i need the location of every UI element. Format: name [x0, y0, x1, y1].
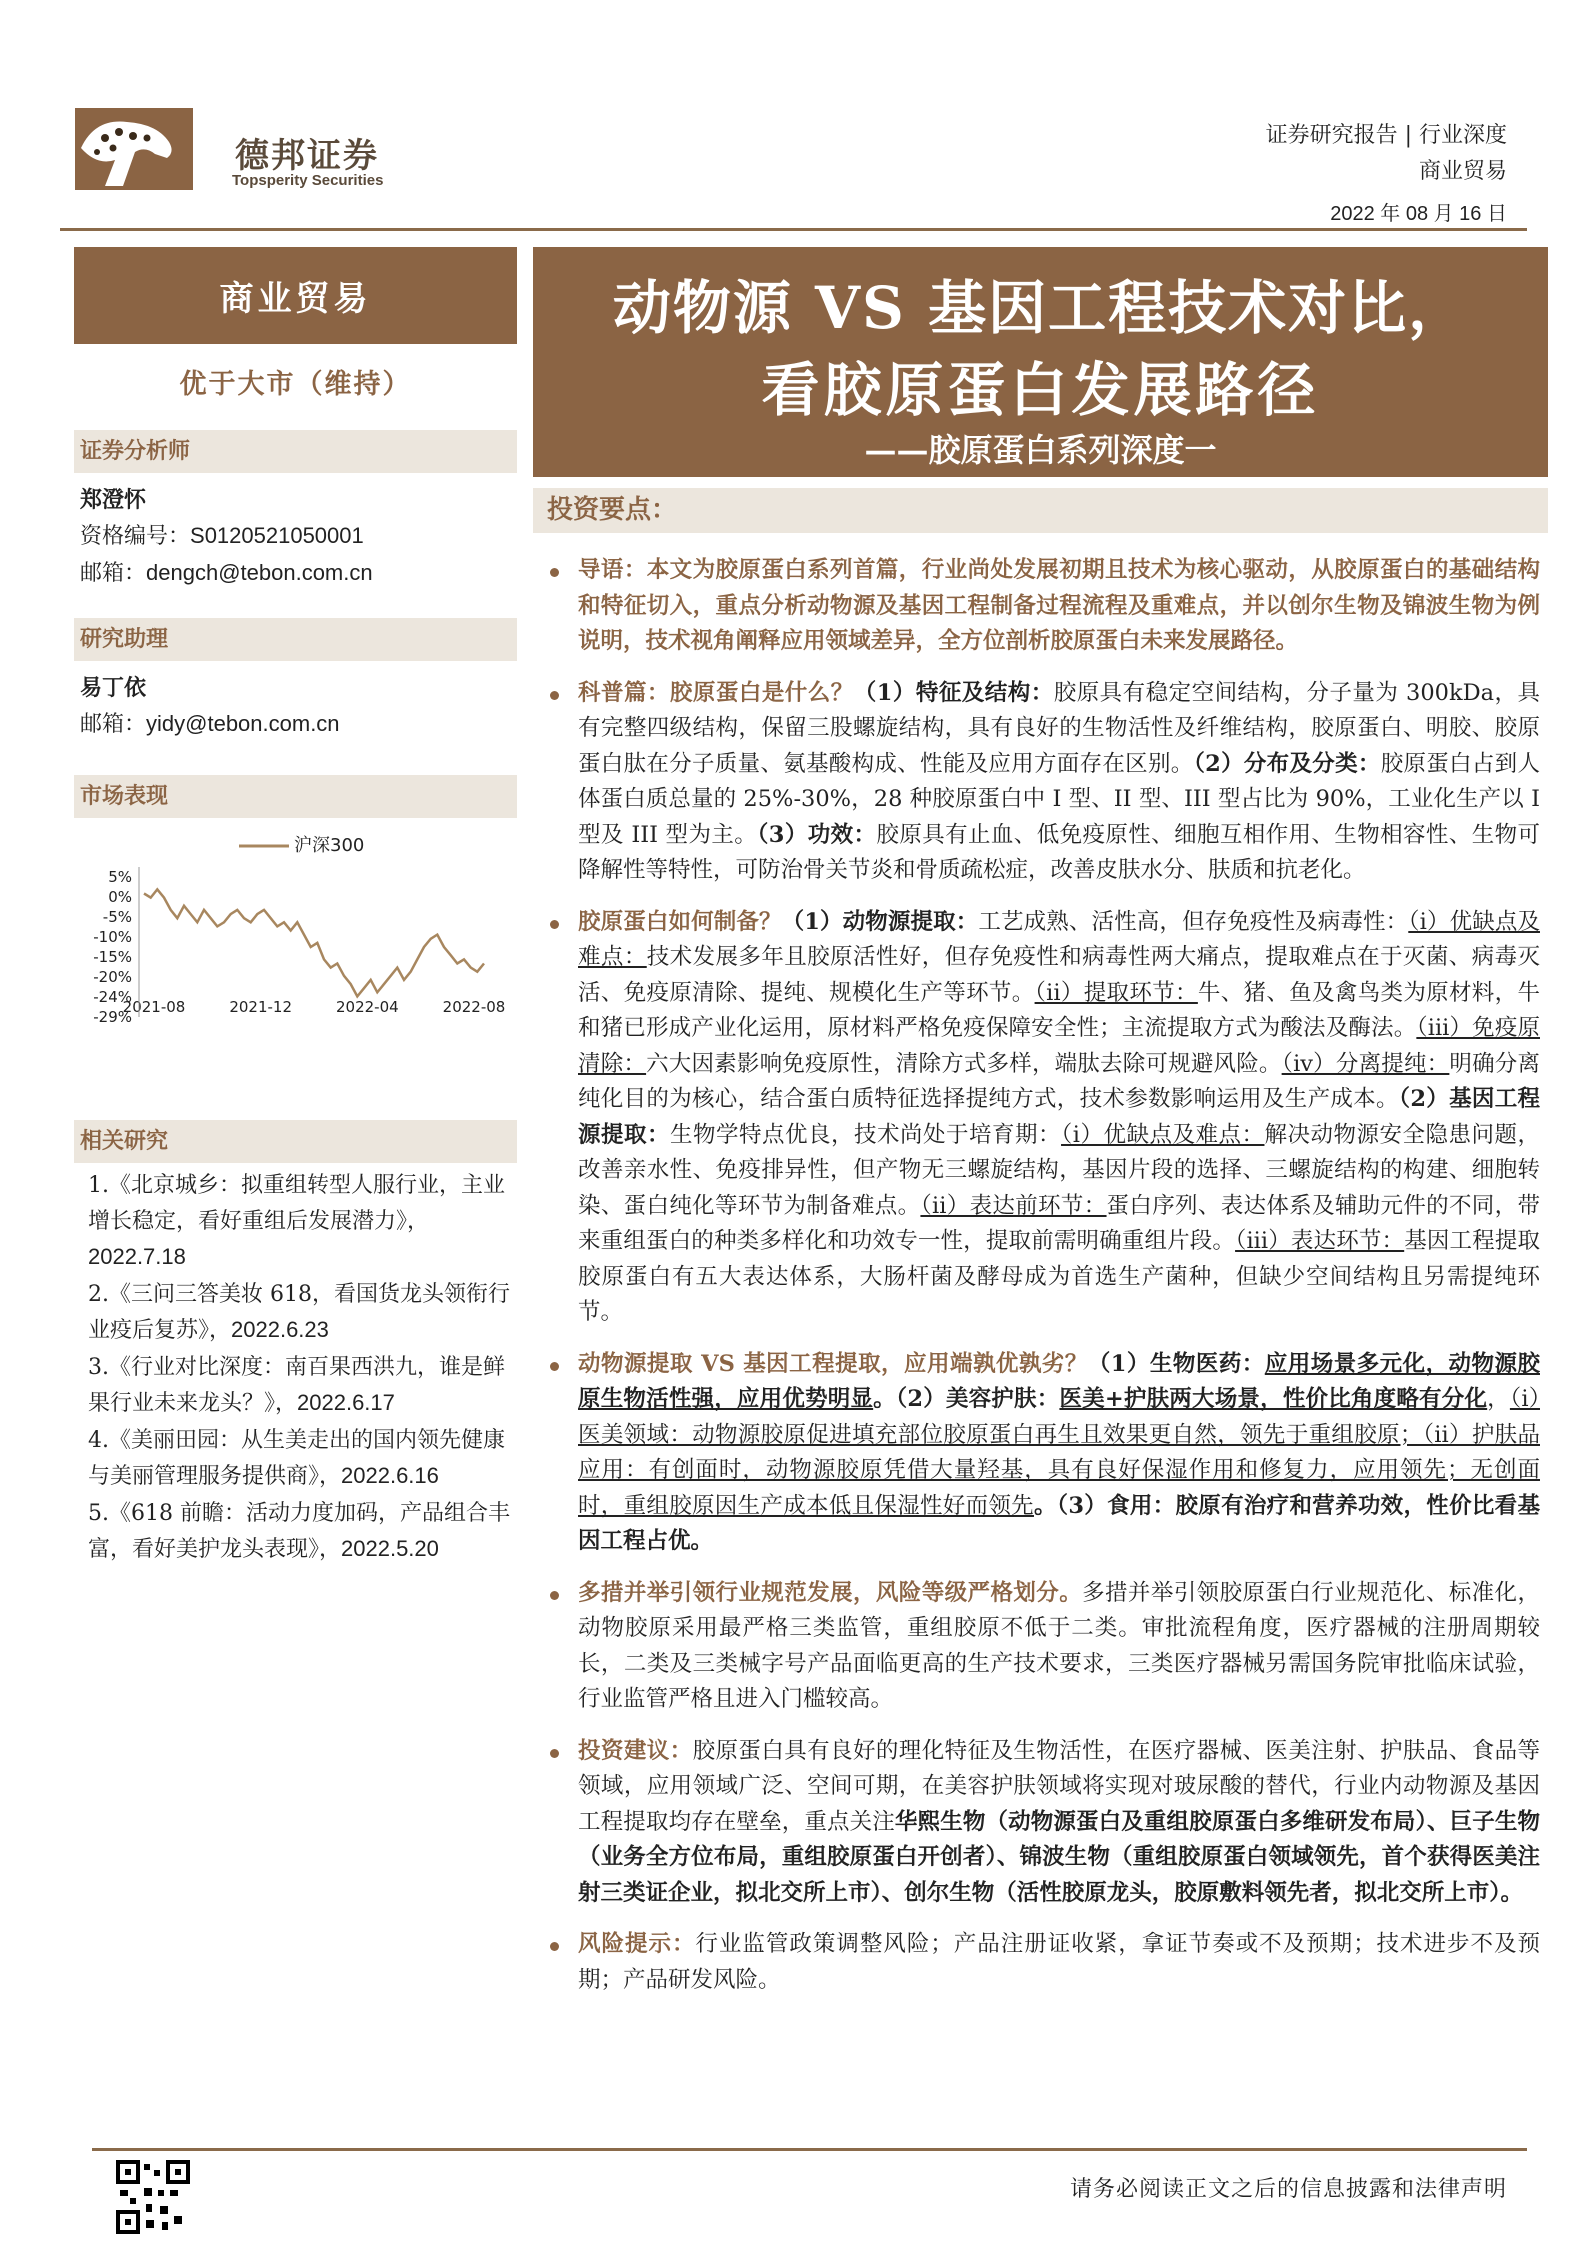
x-tick-label: 2021-12 — [229, 998, 293, 1016]
analyst-cert-label: 资格编号： — [80, 524, 191, 549]
logo-text-cn: 德邦证券 — [235, 136, 379, 176]
market-performance-chart — [74, 832, 517, 1062]
related-item[interactable]: 1.《北京城乡：拟重组转型人服行业，主业增长稳定，看好重组后发展潜力》，2022.7.18 — [88, 1173, 505, 1269]
bullet-dot — [550, 1362, 559, 1371]
assistant-name: 易丁依 — [80, 675, 147, 701]
bullet-regulation: 多措并举引领行业规范发展，风险等级严格划分。多措并举引领胶原蛋白行业规范化、标准化，动物胶原采用最严格三类监管，重组胶原不低于二类。审批流程角度，医疗器械的注册周期较长，二类及三类械字号产品面临更高的生产技术要求，三类医疗器械另需国务院审批临床试验，行业监管严格且进入门槛较高。 — [548, 1576, 1540, 1718]
bullet-dot — [550, 1749, 559, 1758]
related-item[interactable]: 4.《美丽田园：从生美走出的国内领先健康与美丽管理服务提供商》，2022.6.16 — [88, 1428, 505, 1489]
tebon-logo-icon — [75, 108, 193, 190]
x-axis-ticks — [123, 998, 506, 1016]
x-tick-label: 2022-04 — [335, 998, 399, 1016]
footer-disclaimer: 请务必阅读正文之后的信息披露和法律声明 — [1069, 2177, 1507, 2202]
related-item[interactable]: 3.《行业对比深度：南百果西洪九，谁是鲜果行业未来龙头？》，2022.6.17 — [88, 1355, 505, 1416]
title-banner — [533, 247, 1548, 477]
report-type: 证券研究报告 | 行业深度 — [1265, 123, 1507, 148]
analyst-name: 郑澄怀 — [80, 487, 147, 513]
y-tick-label: -29% — [93, 1008, 132, 1026]
series-line-hs300 — [144, 889, 484, 996]
y-tick-label: -5% — [102, 908, 132, 926]
related-item[interactable]: 2.《三问三答美妆 618，看国货龙头领衔行业疫后复苏》，2022.6.23 — [88, 1282, 510, 1343]
bullet-investment-advice: 投资建议：胶原蛋白具有良好的理化特征及生物活性，在医疗器械、医美注射、护肤品、食品等领域，应用领域广泛、空间可期，在美容护肤领域将实现对玻尿酸的替代，行业内动物源及基因工程提取均存在壁垒，重点关注华熙生物（动物源蛋白及重组胶原蛋白多维研发布局）、巨子生物（业务全方位布局，重组胶原蛋白开创者）、锦波生物（重组胶原蛋白领域领先，首个获得医美注射三类证企业，拟北交所上市）、创尔生物（活性胶原龙头，胶原敷料领先者，拟北交所上市）。 — [548, 1734, 1540, 1912]
bullet-dot — [550, 1591, 559, 1600]
report-title-line1: 动物源 VS 基因工程技术对比， — [612, 274, 1469, 342]
assistant-info — [80, 670, 340, 743]
report-subtitle: ——胶原蛋白系列深度一 — [864, 431, 1217, 469]
rating: 优于大市（维持） — [179, 369, 412, 400]
chart-legend — [239, 835, 364, 856]
logo-text-en: Topsperity Securities — [232, 172, 384, 189]
bullet-application: 动物源提取 VS 基因工程提取，应用端孰优孰劣？（1）生物医药：应用场景多元化，动物源胶原生物活性强，应用优势明显。（2）美容护肤：医美+护肤两大场景，性价比角度略有分化，（i）医美领域：动物源胶原促进填充部位胶原蛋白再生且效果更自然，领先于重组胶原；（ii）护肤品应用：有创面时，动物源胶原凭借大量羟基，具有良好保湿作用和修复力，应用领先；无创面时，重组胶原因生产成本低且保湿性好而领先。（3）食用：胶原有治疗和营养功效，性价比看基因工程占优。 — [548, 1347, 1540, 1560]
report-sector: 商业贸易 — [1418, 159, 1507, 184]
investment-heading: 投资要点： — [533, 488, 1548, 533]
report-meta — [1266, 118, 1507, 190]
y-tick-label: -20% — [93, 968, 132, 986]
qr-code-icon[interactable] — [116, 2160, 190, 2234]
analyst-info — [80, 482, 373, 592]
y-tick-label: -24% — [93, 988, 132, 1006]
bullet-dot — [550, 920, 559, 929]
bullet-preparation: 胶原蛋白如何制备？（1）动物源提取：工艺成熟、活性高，但存免疫性及病毒性：（i）优缺点及难点：技术发展多年且胶原活性好，但存免疫性和病毒性两大痛点，提取难点在于灭菌、病毒灭活、免疫原清除、提纯、规模化生产等环节。（ii）提取环节：牛、猪、鱼及禽鸟类为原材料，牛和猪已形成产业化运用，原材料严格免疫保障安全性；主流提取方式为酸法及酶法。（iii）免疫原清除：六大因素影响免疫原性，清除方式多样，端肽去除可规避风险。（iv）分离提纯：明确分离纯化目的为核心，结合蛋白质特征选择提纯方式，技术参数影响运用及生产成本。（2）基因工程源提取：生物学特点优良，技术尚处于培育期：（i）优缺点及难点：解决动物源安全隐患问题，改善亲水性、免疫排异性，但产物无三螺旋结构，基因片段的选择、三螺旋结构的构建、细胞转染、蛋白纯化等环节为制备难点。（ii）表达前环节：蛋白序列、表达体系及辅助元件的不同，带来重组蛋白的种类多样化和功效专一性，提取前需明确重组片段。（iii）表达环节：基因工程提取胶原蛋白有五大表达体系，大肠杆菌及酵母成为首选生产菌种，但缺少空间结构且另需提纯环节。 — [548, 905, 1540, 1331]
report-date: 2022 年 08 月 16 日 — [1330, 203, 1507, 225]
bullet-dot — [550, 568, 559, 577]
report-title-line2: 看胶原蛋白发展路径 — [761, 356, 1320, 424]
analyst-heading: 证券分析师 — [74, 430, 517, 473]
x-tick-label: 2021-08 — [122, 998, 186, 1016]
y-tick-label: 0% — [108, 888, 132, 906]
sector-label: 商业贸易 — [74, 247, 517, 344]
header-divider — [60, 228, 1527, 231]
bullet-intro: 导语：本文为胶原蛋白系列首篇，行业尚处发展初期且技术为核心驱动，从胶原蛋白的基础结构和特征切入，重点分析动物源及基因工程制备过程流程及重难点，并以创尔生物及锦波生物为例说明，技术视角阐释应用领域差异，全方位剖析胶原蛋白未来发展路径。 — [548, 553, 1540, 660]
assistant-heading: 研究助理 — [74, 618, 517, 661]
y-tick-label: -15% — [93, 948, 132, 966]
related-item[interactable]: 5.《618 前瞻：活动力度加码，产品组合丰富，看好美护龙头表现》，2022.5.20 — [88, 1501, 510, 1562]
x-tick-label: 2022-08 — [442, 998, 506, 1016]
analyst-email-label: 邮箱： — [80, 561, 147, 586]
bullet-basics: 科普篇：胶原蛋白是什么？（1）特征及结构：胶原具有稳定空间结构，分子量为 300kDa，具有完整四级结构，保留三股螺旋结构，具有良好的生物活性及纤维结构，胶原蛋白、明胶、胶原蛋白肽在分子质量、氨基酸构成、性能及应用方面存在区别。（2）分布及分类：胶原蛋白占到人体蛋白质总量的 25%-30%，28 种胶原蛋白中 I 型、II 型、III 型占比为 90%，工业化生产以 I 型及 III 型为主。（3）功效：胶原具有止血、低免疫原性、细胞互相作用、生物相容性、生物可降解性等特性，可防治骨关节炎和骨质疏松症，改善皮肤水分、肤质和抗老化。 — [548, 676, 1540, 889]
related-research-list — [88, 1168, 513, 1569]
assistant-email-label: 邮箱： — [80, 712, 147, 737]
y-tick-label: 5% — [108, 868, 132, 886]
footer-divider — [92, 2148, 1527, 2151]
market-heading: 市场表现 — [74, 775, 517, 818]
bullet-dot — [550, 691, 559, 700]
analyst-cert: S0120521050001 — [190, 523, 364, 548]
legend-label: 沪深300 — [294, 835, 365, 856]
investment-points — [548, 553, 1540, 2014]
y-tick-label: -10% — [93, 928, 132, 946]
analyst-email[interactable]: dengch@tebon.com.cn — [146, 560, 373, 585]
bullet-risk: 风险提示：行业监管政策调整风险；产品注册证收紧，拿证节奏或不及预期；技术进步不及预期；产品研发风险。 — [548, 1927, 1540, 1998]
related-heading: 相关研究 — [74, 1120, 517, 1163]
assistant-email[interactable]: yidy@tebon.com.cn — [146, 711, 340, 736]
bullet-dot — [550, 1942, 559, 1951]
